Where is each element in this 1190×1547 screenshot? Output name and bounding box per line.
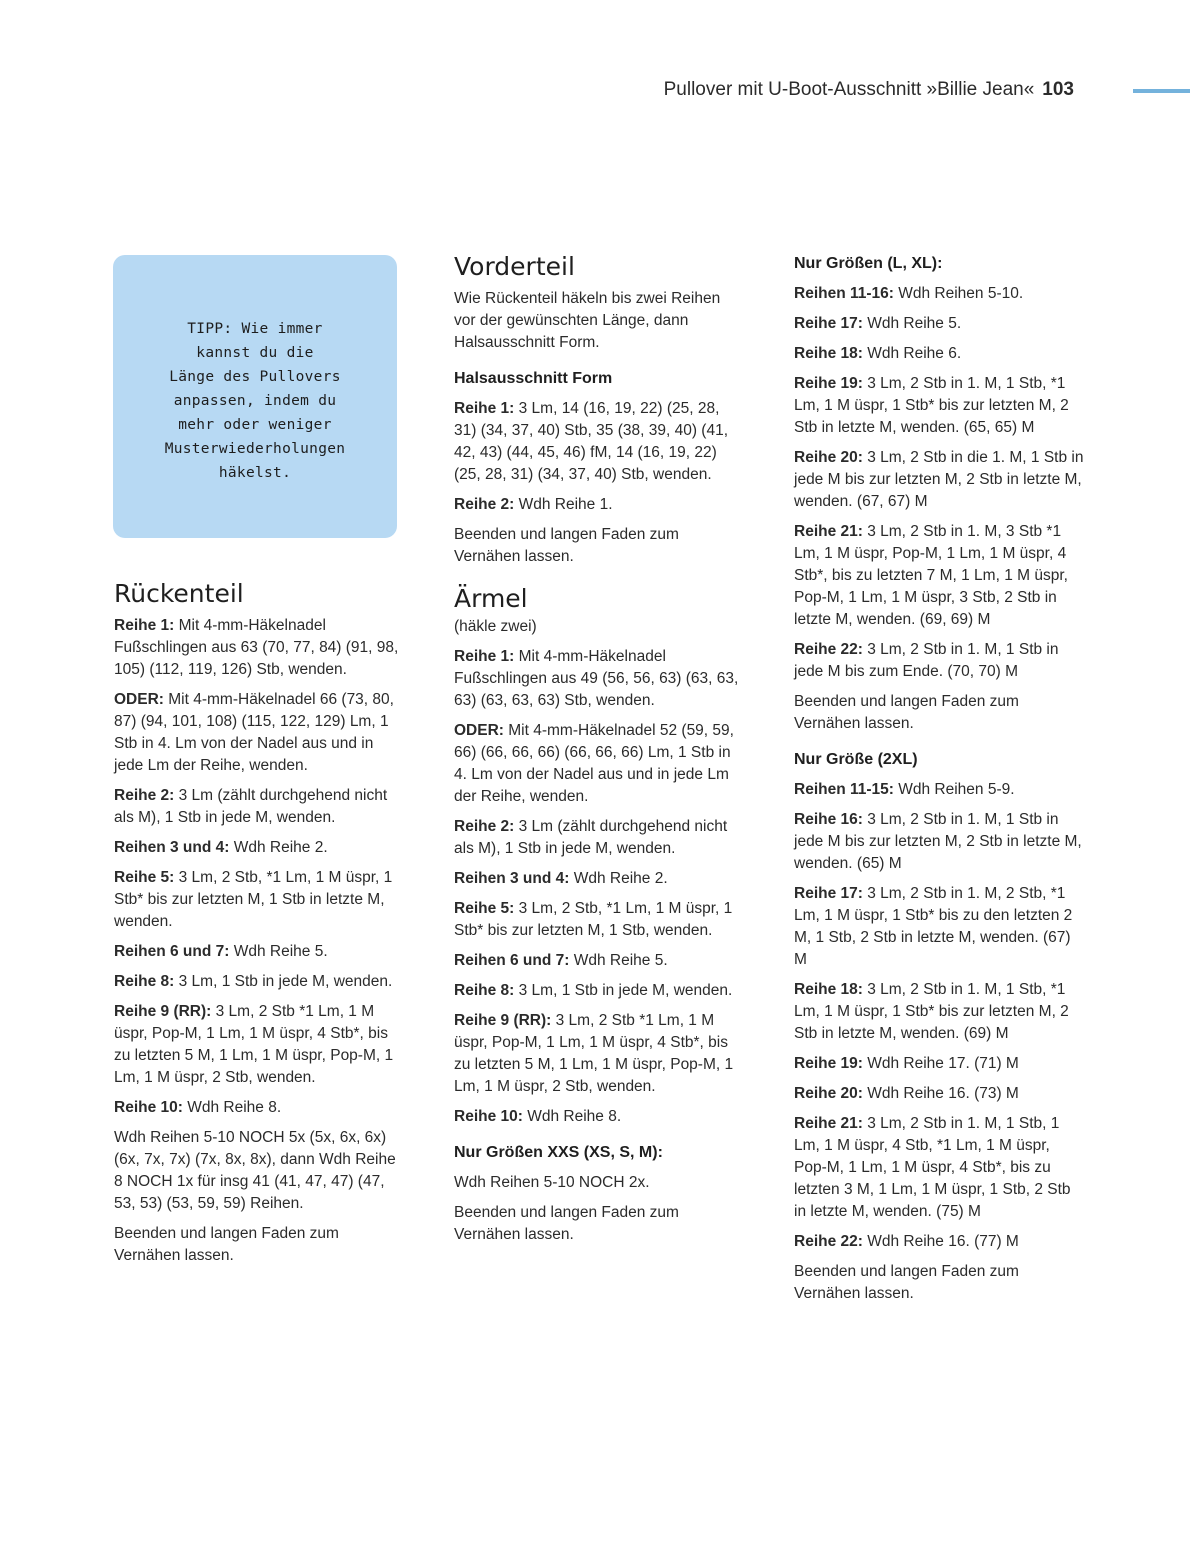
instruction-paragraph [794,343,1084,365]
subheading-size-2xl: Nur Größe (2XL) [794,751,918,768]
instruction-text: Wdh Reihe 6. [862,345,962,362]
sleeve-subtitle: (häkle zwei) [454,618,537,635]
instruction-text: Wdh Reihe 16. (73) M [862,1085,1019,1102]
instruction-paragraph [114,941,404,963]
tip-line: TIPP: Wie immer [187,321,323,337]
subheading-sizes-l-xl: Nur Größen (L, XL): [794,255,943,272]
instruction-label: Reihen 3 und 4: [114,839,230,856]
instruction-label: Reihe 8: [114,973,175,990]
instruction-paragraph [794,809,1084,875]
instruction-list [794,779,1084,1305]
instruction-paragraph [454,1010,744,1098]
instruction-text: Wdh Reihen 5-9. [893,781,1015,798]
instruction-text: 3 Lm, 2 Stb, *1 Lm, 1 M üspr, 1 Stb* bis zur letzten M, 1 Stb, wenden. [454,900,733,939]
instruction-label: Reihen 3 und 4: [454,870,570,887]
instruction-text: 3 Lm, 2 Stb in 1. M, 1 Stb, *1 Lm, 1 M üspr, 1 Stb* bis zur letzten M, 2 Stb in letzte M, wenden. (69) M [794,981,1069,1042]
instruction-text: Mit 4-mm-Häkelnadel Fußschlingen aus 63 (70, 77, 84) (91, 98, 105) (112, 119, 126) Stb, wenden. [114,617,399,678]
instruction-text: Wdh Reihen 5-10 NOCH 2x. [454,1174,650,1191]
column-back-panel [114,577,404,1275]
instruction-text: Beenden und langen Faden zum Vernähen lassen. [454,1204,679,1243]
instruction-paragraph [114,1001,404,1089]
instruction-paragraph [454,646,744,712]
instruction-paragraph [114,785,404,829]
instruction-text: Wdh Reihen 5-10. [893,285,1024,302]
instruction-paragraph [454,524,744,568]
tip-line: Länge des Pullovers [169,369,341,385]
instruction-text: Wdh Reihe 1. [514,496,613,513]
instruction-label: Reihe 17: [794,885,863,902]
instruction-paragraph [794,1113,1084,1223]
instruction-text: 3 Lm, 2 Stb, *1 Lm, 1 M üspr, 1 Stb* bis zur letzten M, 1 Stb in letzte M, wenden. [114,869,393,930]
instruction-label: Reihe 1: [114,617,175,634]
instruction-paragraph [794,883,1084,971]
instruction-paragraph [114,689,404,777]
instruction-paragraph [794,373,1084,439]
instruction-label: Reihe 21: [794,1115,863,1132]
instruction-paragraph [114,1223,404,1267]
instruction-text: Wdh Reihen 5-10 NOCH 5x (5x, 6x, 6x) (6x, 7x, 7x) (7x, 8x, 8x), dann Wdh Reihe 8 NOCH 1x für insg 41 (41, 47, 47) (47, 53, 53) (53, 59, 59) Reihen. [114,1129,396,1212]
section-heading-back: Rückenteil [114,579,244,608]
instruction-text: Wdh Reihe 8. [522,1108,622,1125]
instruction-text: Beenden und langen Faden zum Vernähen lassen. [794,1263,1019,1302]
instruction-paragraph [114,1127,404,1215]
tip-line: Musterwiederholungen [164,441,346,457]
instruction-label: Reihe 20: [794,449,863,466]
instruction-label: Reihe 1: [454,648,515,665]
instruction-paragraph [114,837,404,859]
instruction-paragraph [114,615,404,681]
subheading-sizes-small: Nur Größen XXS (XS, S, M): [454,1144,663,1161]
instruction-label: Reihe 9 (RR): [114,1003,212,1020]
instruction-text: Wdh Reihe 2. [569,870,668,887]
instruction-text: 3 Lm, 2 Stb in 1. M, 3 Stb *1 Lm, 1 M üspr, Pop-M, 1 Lm, 1 M üspr, 4 Stb*, bis zu letzten 7 M, 1 Lm, 1 M üspr, Pop-M, 1 Lm, 1 M üspr, 3 Stb, 2 Stb in letzte M, wenden. (69, 69) M [794,523,1068,628]
instruction-paragraph [454,898,744,942]
instruction-label: ODER: [454,722,504,739]
instruction-paragraph [794,1261,1084,1305]
instruction-text: Wdh Reihe 16. (77) M [862,1233,1019,1250]
instruction-paragraph [454,1172,744,1194]
instruction-text: Wdh Reihe 5. [569,952,668,969]
instruction-text: Wdh Reihe 5. [229,943,328,960]
instruction-paragraph [114,971,404,993]
instruction-label: Reihe 8: [454,982,515,999]
instruction-text: Beenden und langen Faden zum Vernähen lassen. [454,526,679,565]
instruction-label: Reihe 20: [794,1085,863,1102]
instruction-paragraph [454,1202,744,1246]
instruction-paragraph [794,447,1084,513]
instruction-text: 3 Lm, 2 Stb in 1. M, 1 Stb, *1 Lm, 1 M üspr, 1 Stb* bis zur letzten M, 2 Stb in letzte M, wenden. (65, 65) M [794,375,1069,436]
tip-line: anpassen, indem du [173,393,337,409]
instruction-text: Beenden und langen Faden zum Vernähen lassen. [794,693,1019,732]
instruction-label: Reihe 17: [794,315,863,332]
instruction-text: 3 Lm, 2 Stb in 1. M, 1 Stb in jede M bis zur letzten M, 2 Stb in letzte M, wenden. (65) M [794,811,1082,872]
instruction-paragraph [454,494,744,516]
instruction-label: Reihe 2: [454,496,515,513]
instruction-label: Reihe 10: [114,1099,183,1116]
instruction-label: Reihen 11-15: [794,781,894,798]
instruction-text: Mit 4-mm-Häkelnadel Fußschlingen aus 49 (56, 56, 63) (63, 63, 63) (63, 63, 63) Stb, wenden. [454,648,739,709]
instruction-paragraph [794,521,1084,631]
instruction-paragraph [794,313,1084,335]
instruction-paragraph [454,816,744,860]
instruction-paragraph [794,691,1084,735]
section-heading-sleeves: Ärmel [454,584,528,613]
instruction-text: 3 Lm, 2 Stb in die 1. M, 1 Stb in jede M bis zur letzten M, 2 Stb in letzte M, wenden. (67, 67) M [794,449,1084,510]
instruction-list [794,283,1084,735]
instruction-paragraph [794,779,1084,801]
running-head-title: Pullover mit U-Boot-Ausschnitt »Billie Jean« [663,79,1035,100]
instruction-label: Reihe 2: [114,787,175,804]
instruction-text: Wdh Reihe 5. [862,315,962,332]
instruction-paragraph [454,980,744,1002]
instruction-text: 3 Lm, 1 Stb in jede M, wenden. [514,982,733,999]
tip-line: häkelst. [218,465,292,481]
instruction-text: Wdh Reihe 17. (71) M [862,1055,1019,1072]
instruction-text: 3 Lm, 14 (16, 19, 22) (25, 28, 31) (34, 37, 40) Stb, 35 (38, 39, 40) (41, 42, 43) (44, 45, 46) fM, 14 (16, 19, 22) (25, 28, 31) (34, 37, 40) Stb, wenden. [454,400,728,483]
instruction-paragraph [114,867,404,933]
instruction-list [114,615,404,1267]
instruction-label: Reihe 5: [114,869,175,886]
instruction-label: Reihe 16: [794,811,863,828]
instruction-paragraph [454,1106,744,1128]
accent-rule [1133,89,1190,93]
instruction-paragraph [794,1053,1084,1075]
front-intro: Wie Rückenteil häkeln bis zwei Reihen vor der gewünschten Länge, dann Halsausschnitt Form. [454,290,721,351]
instruction-label: Reihen 11-16: [794,285,894,302]
instruction-paragraph [794,1231,1084,1253]
tip-line: mehr oder weniger [178,417,332,433]
subheading-neck: Halsausschnitt Form [454,370,613,387]
instruction-paragraph [794,1083,1084,1105]
column-front-sleeves [454,250,744,1254]
instruction-label: Reihe 5: [454,900,515,917]
tip-text [113,317,397,485]
instruction-list [454,646,744,1128]
instruction-label: Reihe 21: [794,523,863,540]
instruction-paragraph [794,639,1084,683]
instruction-text: 3 Lm, 2 Stb in 1. M, 1 Stb in jede M bis zum Ende. (70, 70) M [794,641,1059,680]
tip-line: kannst du die [196,345,314,361]
instruction-label: Reihen 6 und 7: [114,943,230,960]
instruction-text: Wdh Reihe 8. [182,1099,282,1116]
instruction-paragraph [454,868,744,890]
page-number: 103 [1042,79,1074,100]
tip-box [113,255,397,538]
instruction-label: Reihe 10: [454,1108,523,1125]
instruction-label: Reihe 2: [454,818,515,835]
instruction-text: Mit 4-mm-Häkelnadel 66 (73, 80, 87) (94, 101, 108) (115, 122, 129) Lm, 1 Stb in 4. Lm von der Nadel aus und in jede Lm der Reihe, wenden. [114,691,394,774]
instruction-text: 3 Lm (zählt durchgehend nicht als M), 1 Stb in jede M, wenden. [114,787,388,826]
instruction-label: ODER: [114,691,164,708]
instruction-list [454,1172,744,1246]
instruction-text: 3 Lm, 2 Stb *1 Lm, 1 M üspr, Pop-M, 1 Lm, 1 M üspr, 4 Stb*, bis zu letzten 5 M, 1 Lm, 1 M üspr, Pop-M, 1 Lm, 1 M üspr, 2 Stb, wenden. [454,1012,734,1095]
instruction-paragraph [454,720,744,808]
instruction-label: Reihe 19: [794,1055,863,1072]
instruction-paragraph [794,283,1084,305]
instruction-text: 3 Lm, 1 Stb in jede M, wenden. [174,973,393,990]
instruction-text: 3 Lm (zählt durchgehend nicht als M), 1 Stb in jede M, wenden. [454,818,728,857]
instruction-text: 3 Lm, 2 Stb *1 Lm, 1 M üspr, Pop-M, 1 Lm, 1 M üspr, 4 Stb*, bis zu letzten 5 M, 1 Lm, 1 M üspr, Pop-M, 1 Lm, 1 M üspr, 2 Stb, wenden. [114,1003,394,1086]
instruction-label: Reihe 1: [454,400,515,417]
instruction-label: Reihe 9 (RR): [454,1012,552,1029]
instruction-label: Reihen 6 und 7: [454,952,570,969]
instruction-text: Wdh Reihe 2. [229,839,328,856]
instruction-text: Mit 4-mm-Häkelnadel 52 (59, 59, 66) (66, 66, 66) (66, 66, 66) Lm, 1 Stb in 4. Lm von der Nadel aus und in jede Lm der Reihe, wenden. [454,722,734,805]
instruction-label: Reihe 18: [794,345,863,362]
instruction-label: Reihe 19: [794,375,863,392]
instruction-paragraph [794,979,1084,1045]
section-heading-front: Vorderteil [454,252,575,281]
instruction-text: 3 Lm, 2 Stb in 1. M, 2 Stb, *1 Lm, 1 M üspr, 1 Stb* bis zu den letzten 2 M, 1 Stb, 2 Stb in letzte M, wenden. (67) M [794,885,1073,968]
instruction-label: Reihe 22: [794,641,863,658]
column-sizes [794,253,1084,1313]
instruction-paragraph [454,398,744,486]
instruction-label: Reihe 18: [794,981,863,998]
instruction-text: Beenden und langen Faden zum Vernähen lassen. [114,1225,339,1264]
instruction-paragraph [454,950,744,972]
instruction-label: Reihe 22: [794,1233,863,1250]
instruction-text: 3 Lm, 2 Stb in 1. M, 1 Stb, 1 Lm, 1 M üspr, 4 Stb, *1 Lm, 1 M üspr, Pop-M, 1 Lm, 1 M üspr, 4 Stb*, bis zu letzten 3 M, 1 Lm, 1 M üspr, 1 Stb, 2 Stb in letzte M, wenden. (75) M [794,1115,1071,1220]
instruction-list [454,398,744,568]
running-head [664,79,1074,101]
instruction-paragraph [114,1097,404,1119]
